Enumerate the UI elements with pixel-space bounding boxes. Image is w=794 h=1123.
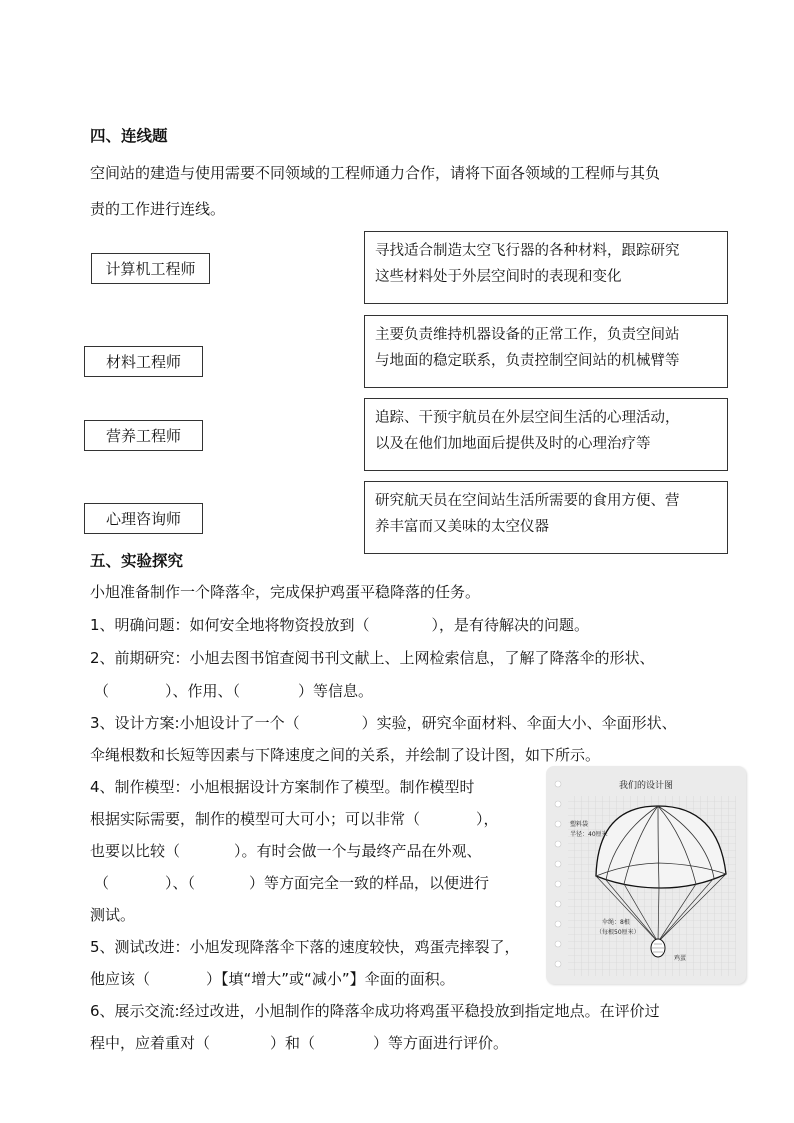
duty-line: 养丰富而又美味的太空仪器 [375, 519, 549, 535]
question-4-line3: 也要以比较（ ）。有时会做一个与最终产品在外观、 [90, 842, 482, 860]
question-3-line2: 伞绳根数和长短等因素与下降速度之间的关系，并绘制了设计图，如下所示。 [90, 746, 601, 764]
question-4-line4: （ ）、（ ）等方面完全一致的样品，以便进行 [94, 874, 490, 892]
notebook-holes [555, 781, 561, 967]
question-4-line2: 根据实际需要，制作的模型可大可小；可以非常（ ）， [90, 810, 499, 828]
section4-intro-line2: 责的工作进行连线。 [90, 200, 226, 218]
section5-intro: 小旭准备制作一个降落伞，完成保护鸡蛋平稳降落的任务。 [90, 583, 481, 601]
label-material: 塑料袋 [570, 821, 589, 828]
duty-line: 寻找适合制造太空飞行器的各种材料，跟踪研究 [375, 243, 680, 259]
question-6-line2: 程中，应着重对（ ）和（ ）等方面进行评价。 [90, 1034, 509, 1052]
section4-intro-line1: 空间站的建造与使用需要不同领域的工程师通力合作，请将下面各领域的工程师与其负 [90, 164, 661, 182]
engineer-box-psychology[interactable] [84, 503, 203, 534]
question-3-line1: 3、设计方案:小旭设计了一个（ ）实验，研究伞面材料、伞面大小、伞面形状、 [90, 714, 677, 732]
question-1: 1、明确问题：如何安全地将物资投放到（ ），是有待解决的问题。 [90, 616, 590, 634]
question-6-line1: 6、展示交流:经过改进，小旭制作的降落伞成功将鸡蛋平稳投放到指定地点。在评价过 [90, 1002, 660, 1020]
label-egg: 鸡蛋 [674, 955, 687, 962]
engineer-box-computer[interactable] [91, 253, 210, 284]
duty-box-3[interactable] [364, 398, 728, 471]
label-ropes: 伞绳：8根 [602, 919, 630, 926]
parachute-drawing [546, 766, 746, 984]
question-4-line1: 4、制作模型：小旭根据设计方案制作了模型。制作模型时 [90, 778, 475, 796]
duty-line: 追踪、干预宇航员在外层空间生活的心理活动， [375, 410, 680, 426]
engineer-box-material[interactable] [84, 346, 203, 377]
figure-title: 我们的设计图 [618, 781, 674, 791]
engineer-label: 心理咨询师 [105, 510, 181, 528]
section4-title: 四、连线题 [90, 127, 168, 145]
duty-box-1[interactable] [364, 231, 728, 304]
duty-line: 研究航天员在空间站生活所需要的食用方便、营 [375, 493, 680, 509]
question-2-line2: （ ）、作用、（ ）等信息。 [94, 682, 374, 700]
design-figure [546, 766, 746, 984]
duty-box-4[interactable] [364, 481, 728, 554]
duty-line: 与地面的稳定联系，负责控制空间站的机械臂等 [375, 353, 680, 369]
question-5-line1: 5、测试改进：小旭发现降落伞下落的速度较快，鸡蛋壳摔裂了， [90, 938, 520, 956]
question-4-line5: 测试。 [90, 906, 136, 924]
label-radius: 半径：40厘米 [570, 831, 608, 838]
duty-line: 这些材料处于外层空间时的表现和变化 [375, 269, 622, 285]
duty-line: 以及在他们加地面后提供及时的心理治疗等 [375, 436, 651, 452]
duty-box-2[interactable] [364, 315, 728, 388]
engineer-label: 材料工程师 [105, 353, 181, 371]
duty-line: 主要负责维持机器设备的正常工作，负责空间站 [375, 327, 680, 343]
engineer-label: 营养工程师 [105, 427, 181, 445]
question-5-line2: 他应该（ ）【填“增大”或“减小”】伞面的面积。 [90, 970, 455, 988]
label-rope-length: （每根50厘米） [596, 929, 640, 936]
question-2-line1: 2、前期研究：小旭去图书馆查阅书刊文献上、上网检索信息，了解了降落伞的形状、 [90, 649, 655, 667]
engineer-label: 计算机工程师 [105, 260, 196, 278]
section5-title: 五、实验探究 [90, 552, 184, 570]
engineer-box-nutrition[interactable] [84, 420, 203, 451]
